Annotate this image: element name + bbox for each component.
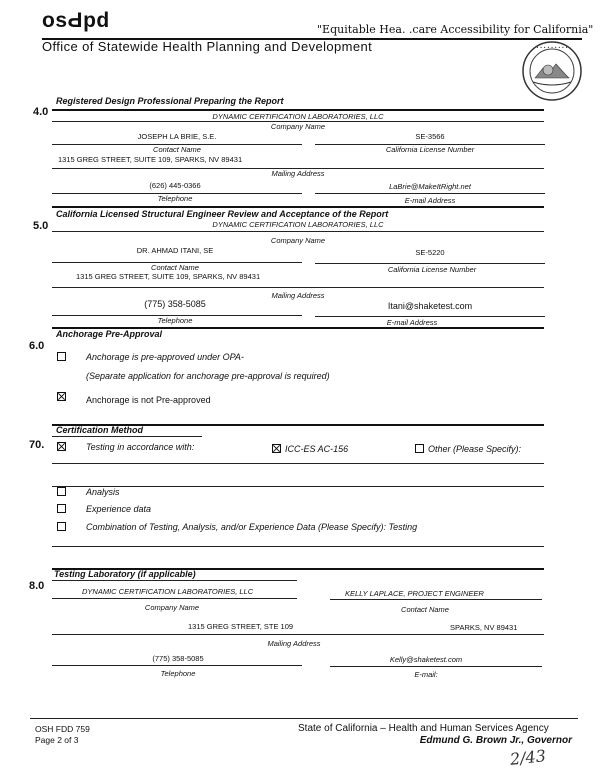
svg-text:• • • • • • • • •: • • • • • • • • • xyxy=(536,45,568,50)
s8-street-value: 1315 GREG STREET, STE 109 xyxy=(188,622,294,631)
not-preapproved-label: Anchorage is not Pre-approved xyxy=(86,395,211,405)
section-8-title: Testing Laboratory (if applicable) xyxy=(54,569,196,579)
s5-email-line xyxy=(315,316,545,317)
s4-license-value: SE-3566 xyxy=(415,132,445,141)
s8-phone-line xyxy=(52,665,302,666)
s5-email-value: Itani@shaketest.com xyxy=(387,301,473,311)
s8-contact-value: KELLY LAPLACE, PROJECT ENGINEER xyxy=(345,589,484,598)
s5-address-label: Mailing Address xyxy=(271,291,325,300)
s5-license-label: California License Number xyxy=(387,265,477,274)
s8-contact-line xyxy=(330,599,542,600)
s8-email-label: E-mail: xyxy=(414,670,438,679)
s8-title-underline xyxy=(52,580,297,581)
s5-phone-label: Telephone xyxy=(157,316,193,325)
s8-city-value: SPARKS, NV 89431 xyxy=(450,623,518,632)
s8-phone-value: (775) 358-5085 xyxy=(152,654,204,663)
agency-name: State of California – Health and Human Services Agency xyxy=(298,723,549,734)
section-5-number: 5.0 xyxy=(33,220,49,232)
s8-company-label: Company Name xyxy=(144,603,200,612)
s5-company-label: Company Name xyxy=(270,236,326,245)
testing-checkbox[interactable] xyxy=(57,442,66,451)
s4-company-value: DYNAMIC CERTIFICATION LABORATORIES, LLC xyxy=(212,112,384,121)
handwritten-note: 2/43 xyxy=(509,746,547,769)
section-7-title: Certification Method xyxy=(56,425,143,435)
s8-contact-label: Contact Name xyxy=(401,605,449,614)
s4-email-label: E-mail Address xyxy=(404,196,456,205)
section-5-title: California Licensed Structural Engineer Review and Acceptance of the Report xyxy=(56,209,389,219)
s4-contact-label: Contact Name xyxy=(153,145,201,154)
opa-checkbox[interactable] xyxy=(57,352,66,361)
section-4-number: 4.0 xyxy=(33,106,49,118)
icc-es-checkbox[interactable] xyxy=(272,444,281,453)
section-5-top-rule xyxy=(52,206,544,208)
combination-checkbox[interactable] xyxy=(57,522,66,531)
experience-data-checkbox[interactable] xyxy=(57,504,66,513)
office-name: Office of Statewide Health Planning and Development xyxy=(42,39,373,54)
s8-company-value: DYNAMIC CERTIFICATION LABORATORIES, LLC xyxy=(82,587,254,596)
tagline: "Equitable Hea. .care Accessibility for California" xyxy=(317,23,594,36)
section-4-title: Registered Design Professional Preparing the Report xyxy=(56,96,284,106)
other-checkbox[interactable] xyxy=(415,444,424,453)
s5-phone-value: (775) 358-5085 xyxy=(144,299,206,309)
s8-company-line xyxy=(52,598,297,599)
governor-name: Edmund G. Brown Jr., Governor xyxy=(419,735,572,746)
s4-contact-value: JOSEPH LA BRIE, S.E. xyxy=(137,132,217,141)
section-7-number: 70. xyxy=(29,439,45,451)
section-4-rule xyxy=(52,109,544,111)
analysis-checkbox[interactable] xyxy=(57,487,66,496)
s4-phone-value: (626) 445-0366 xyxy=(149,181,201,190)
icc-es-label: ICC-ES AC-156 xyxy=(285,444,349,454)
s5-address-value: 1315 GREG STREET, SUITE 109, SPARKS, NV 89431 xyxy=(76,272,261,281)
other-label: Other (Please Specify): xyxy=(428,444,522,454)
not-preapproved-checkbox[interactable] xyxy=(57,392,66,401)
section-6-title: Anchorage Pre-Approval xyxy=(56,329,163,339)
s8-address-label: Mailing Address xyxy=(267,639,321,648)
combination-label: Combination of Testing, Analysis, and/or Experience Data (Please Specify): Testing xyxy=(86,522,418,532)
opa-label: Anchorage is pre-approved under OPA- xyxy=(86,352,244,362)
s5-license-line xyxy=(315,263,545,264)
s8-email-line xyxy=(330,666,542,667)
s7-specify-line-1 xyxy=(52,463,544,464)
s5-email-label: E-mail Address xyxy=(386,318,438,327)
s5-company-line xyxy=(52,231,544,232)
section-6-number: 6.0 xyxy=(29,340,45,352)
s4-license-label: California License Number xyxy=(385,145,475,154)
section-8-number: 8.0 xyxy=(29,580,45,592)
s4-email-value: LaBrie@MakeItRight.net xyxy=(389,182,471,191)
page-number: Page 2 of 3 xyxy=(35,735,79,745)
s5-company-value: DYNAMIC CERTIFICATION LABORATORIES, LLC xyxy=(212,220,384,229)
state-seal-icon xyxy=(521,40,583,102)
oshpd-logo: osԀpd xyxy=(42,9,110,32)
opa-note: (Separate application for anchorage pre-approval is required) xyxy=(86,371,330,381)
s5-license-value: SE-5220 xyxy=(415,248,445,257)
analysis-label: Analysis xyxy=(86,487,120,497)
s8-phone-label: Telephone xyxy=(160,669,196,678)
section-7-title-underline xyxy=(52,436,202,437)
s4-company-label: Company Name xyxy=(270,122,326,131)
s4-email-line xyxy=(315,193,545,194)
s4-address-value: 1315 GREG STREET, SUITE 109, SPARKS, NV 89431 xyxy=(58,155,243,164)
s8-email-value: Kelly@shaketest.com xyxy=(389,655,463,664)
s5-address-line xyxy=(52,287,544,288)
s4-address-label: Mailing Address xyxy=(271,169,325,178)
testing-label: Testing in accordance with: xyxy=(86,442,195,452)
s5-contact-label: Contact Name xyxy=(151,263,199,272)
s7-combination-line xyxy=(52,546,544,547)
s5-contact-value: DR. AHMAD ITANI, SE xyxy=(136,246,214,255)
form-id: OSH FDD 759 xyxy=(35,724,90,734)
s4-phone-label: Telephone xyxy=(157,194,193,203)
footer-rule xyxy=(30,718,578,719)
experience-data-label: Experience data xyxy=(86,504,152,514)
s7-specify-line-2 xyxy=(52,486,544,487)
s8-address-line xyxy=(52,634,544,635)
